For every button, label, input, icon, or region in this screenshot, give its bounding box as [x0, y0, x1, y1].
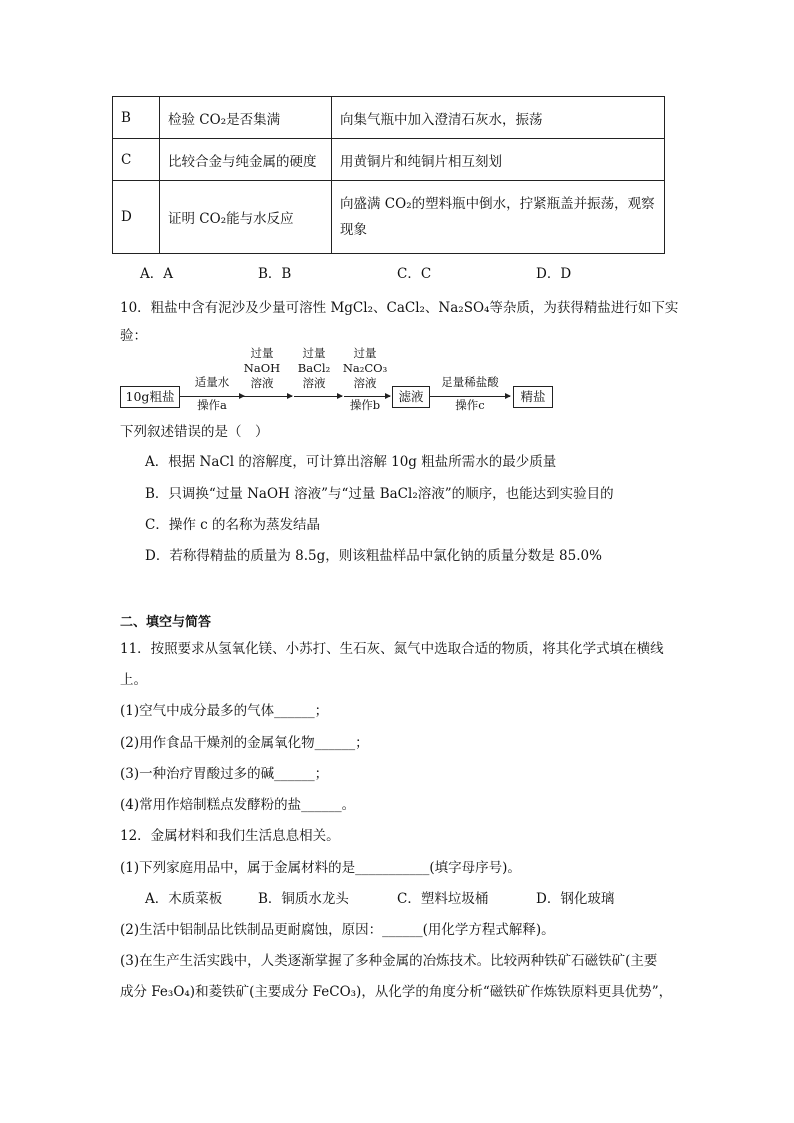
- q12-choice-c[interactable]: C．塑料垃圾桶: [397, 891, 489, 907]
- arrow: [430, 396, 510, 397]
- q12-choice-a[interactable]: A．木质菜板: [145, 891, 223, 907]
- q10-stem-cont: 验：: [120, 328, 147, 344]
- q10-option-d[interactable]: D．若称得精盐的质量为 8.5g，则该粗盐样品中氯化钠的质量分数是 85.0%: [145, 548, 602, 564]
- experiment-table: [112, 96, 665, 254]
- step-b-label: 操作b: [349, 398, 381, 412]
- table-row: [113, 97, 665, 139]
- reagent1-l3: 溶液: [250, 376, 274, 390]
- q11-stem: 11．按照要求从氢氧化镁、小苏打、生石灰、氮气中选取合适的物质，将其化学式填在横线: [120, 641, 664, 657]
- experiment-method: 向集气瓶中加入澄清石灰水，振荡: [332, 97, 665, 139]
- reagent3-l3: 溶液: [353, 376, 377, 390]
- experiment-purpose: 检验 CO₂是否集满: [160, 97, 332, 139]
- arrow: [244, 396, 292, 397]
- q12-part3-cont: 成分 Fe₃O₄)和菱铁矿(主要成分 FeCO₃)，从化学的角度分析“磁铁矿作炼铁原料更具优势”，: [120, 984, 673, 1000]
- q12-part1: (1)下列家庭用品中，属于金属材料的是___________(填字母序号)。: [120, 860, 521, 876]
- experiment-purpose: 证明 CO₂能与水反应: [160, 181, 332, 254]
- q11-item-4: (4)常用作焙制糕点发酵粉的盐______。: [120, 797, 356, 813]
- q11-item-1: (1)空气中成分最多的气体______；: [120, 703, 329, 719]
- reagent2-l3: 溶液: [302, 376, 326, 390]
- reagent1-l2: NaOH: [243, 361, 281, 375]
- q12-choice-d[interactable]: D．钢化玻璃: [536, 891, 615, 907]
- step-a-label: 操作a: [197, 398, 227, 412]
- experiment-purpose: 比较合金与纯金属的硬度: [160, 139, 332, 181]
- end-box: 精盐: [513, 386, 553, 408]
- experiment-method: 用黄铜片和纯铜片相互刻划: [332, 139, 665, 181]
- q10-option-b[interactable]: B．只调换“过量 NaOH 溶液”与“过量 BaCl₂溶液”的顺序，也能达到实验目的: [145, 486, 614, 502]
- section-heading: 二、填空与简答: [120, 615, 212, 630]
- reagent3-l1: 过量: [353, 346, 377, 360]
- step-a-reagent: 适量水: [194, 375, 230, 389]
- q12-part3: (3)在生产生活实践中，人类逐渐掌握了多种金属的冶炼技术。比较两种铁矿石磁铁矿(主要: [120, 953, 658, 969]
- q10-question: 下列叙述错误的是（ ）: [120, 424, 269, 440]
- q9-choice-b[interactable]: B．B: [258, 266, 292, 282]
- q9-choice-a[interactable]: A．A: [140, 266, 173, 282]
- reagent2-l1: 过量: [302, 346, 326, 360]
- q11-item-2: (2)用作食品干燥剂的金属氧化物______；: [120, 735, 369, 751]
- q9-choice-c[interactable]: C．C: [397, 266, 432, 282]
- q11-stem-cont: 上。: [120, 672, 147, 688]
- q12-part2: (2)生活中铝制品比铁制品更耐腐蚀，原因：______(用化学方程式解释)。: [120, 922, 555, 938]
- q10-option-c[interactable]: C．操作 c 的名称为蒸发结晶: [145, 517, 320, 533]
- step-c-reagent: 足量稀盐酸: [441, 375, 499, 389]
- arrow: [344, 396, 390, 397]
- q12-stem: 12．金属材料和我们生活息息相关。: [120, 828, 340, 844]
- experiment-method: 向盛满 CO₂的塑料瓶中倒水，拧紧瓶盖并振荡，观察现象: [340, 196, 655, 238]
- start-box: 10g粗盐: [120, 386, 180, 408]
- filtrate-box: 滤液: [392, 386, 430, 408]
- step-c-label: 操作c: [455, 398, 485, 412]
- q11-item-3: (3)一种治疗胃酸过多的碱______；: [120, 766, 329, 782]
- option-letter: C: [113, 139, 160, 181]
- q9-choice-d[interactable]: D．D: [536, 266, 572, 282]
- option-letter: D: [113, 181, 160, 254]
- q10-stem: 10．粗盐中含有泥沙及少量可溶性 MgCl₂、CaCl₂、Na₂SO₄等杂质，为获得精盐进行如下实: [120, 300, 679, 316]
- q10-option-a[interactable]: A．根据 NaCl 的溶解度，可计算出溶解 10g 粗盐所需水的最少质量: [145, 454, 557, 470]
- purification-flowchart: [120, 345, 560, 415]
- q12-choice-b[interactable]: B．铜质水龙头: [258, 891, 349, 907]
- reagent2-l2: BaCl₂: [297, 361, 331, 375]
- reagent3-l2: Na₂CO₃: [342, 361, 388, 375]
- arrow: [294, 396, 342, 397]
- table-row: [113, 139, 665, 181]
- option-letter: B: [113, 97, 160, 139]
- reagent1-l1: 过量: [250, 346, 274, 360]
- arrow: [180, 396, 244, 397]
- table-row: [113, 181, 665, 254]
